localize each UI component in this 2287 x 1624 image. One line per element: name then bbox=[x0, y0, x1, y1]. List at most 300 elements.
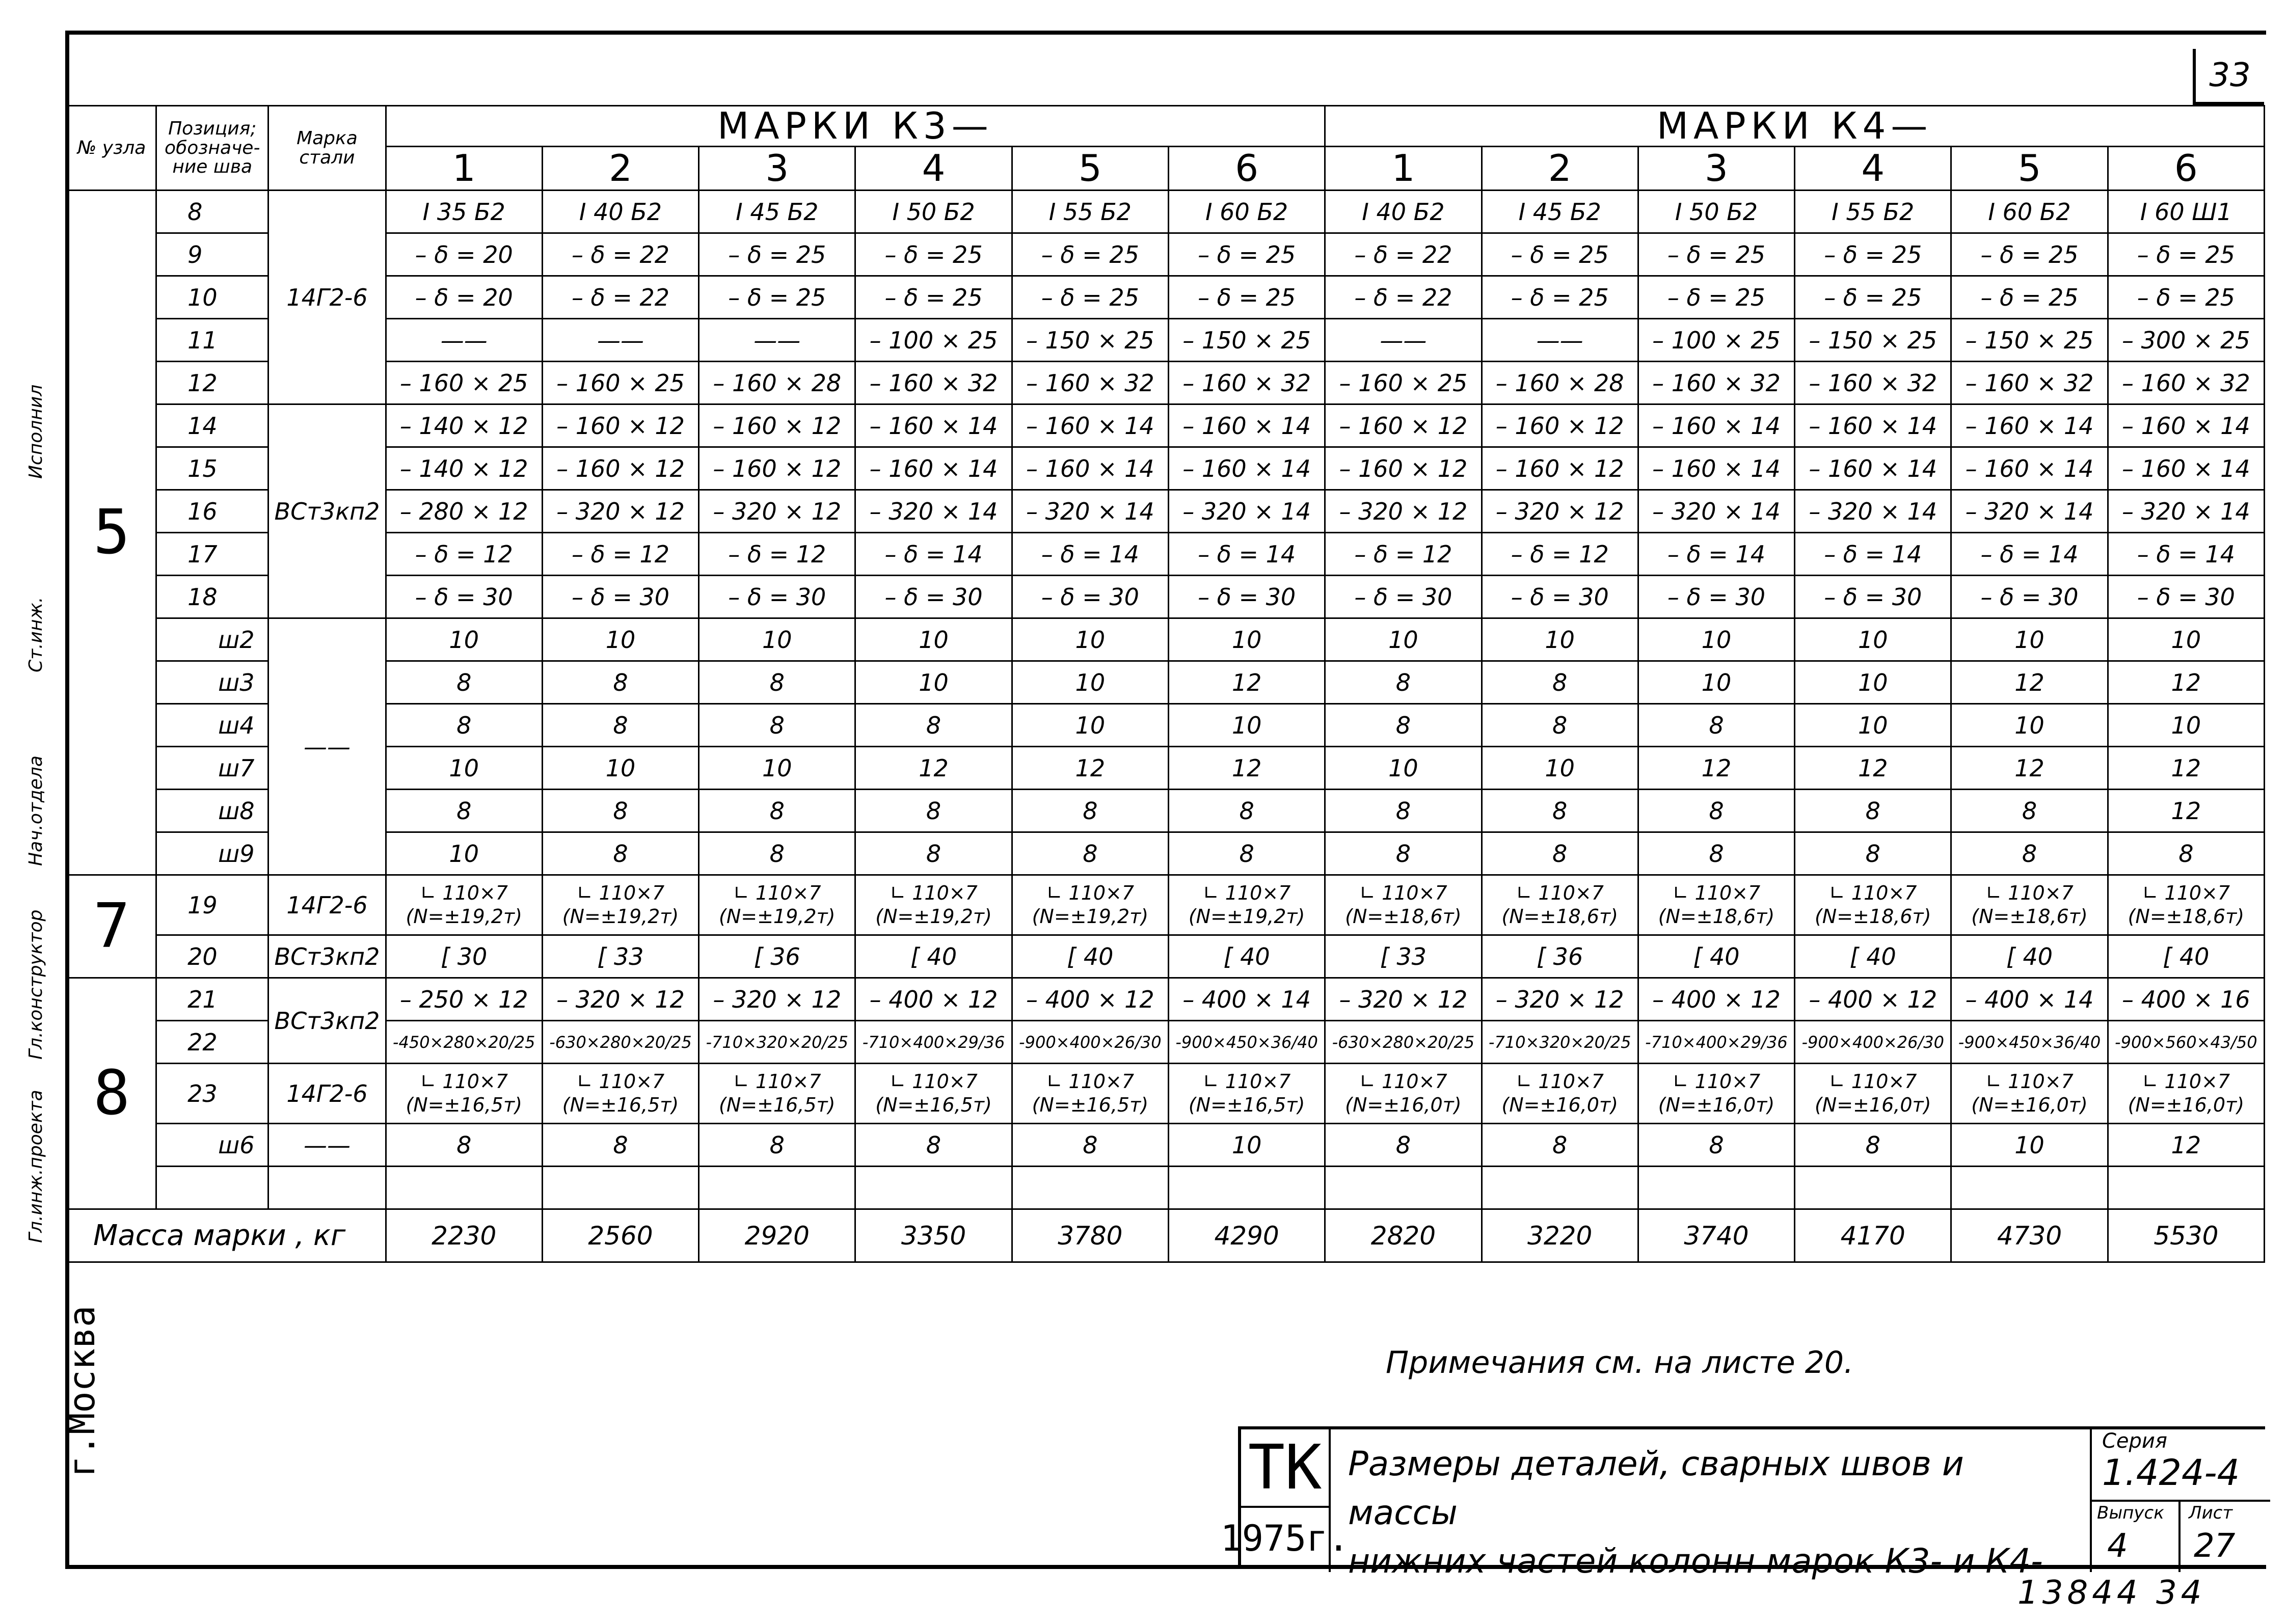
value-cell: 8 bbox=[1012, 790, 1168, 832]
value-cell: -900×400×26/30 bbox=[1795, 1021, 1951, 1064]
value-cell: – δ = 25 bbox=[1951, 233, 2108, 276]
value-cell: —— bbox=[386, 319, 542, 362]
value-cell: – δ = 30 bbox=[1168, 576, 1325, 618]
value-cell: – 160 × 12 bbox=[699, 404, 855, 447]
mass-value: 4170 bbox=[1795, 1209, 1951, 1262]
value-cell: -450×280×20/25 bbox=[386, 1021, 542, 1064]
value-cell: 8 bbox=[1951, 790, 2108, 832]
value-cell: 10 bbox=[1168, 618, 1325, 661]
value-cell: 8 bbox=[1638, 832, 1794, 875]
value-cell: 8 bbox=[1482, 790, 1638, 832]
position-cell: 22 bbox=[156, 1021, 268, 1064]
value-cell: I 50 Б2 bbox=[1638, 191, 1794, 233]
value-cell: -630×280×20/25 bbox=[542, 1021, 698, 1064]
value-cell: 10 bbox=[1325, 747, 1482, 790]
value-cell: ∟ 110×7 (N=±18,6т) bbox=[1325, 875, 1482, 935]
value-cell: – 320 × 14 bbox=[1168, 490, 1325, 533]
value-cell: 8 bbox=[855, 790, 1012, 832]
steel-grade-cell: 14Г2-6 bbox=[268, 875, 386, 935]
value-cell: 10 bbox=[1325, 618, 1482, 661]
value-cell: 8 bbox=[386, 1124, 542, 1167]
table-row bbox=[67, 1124, 2265, 1167]
steel-grade-cell: ВСт3кп2 bbox=[268, 935, 386, 978]
mass-value: 4290 bbox=[1168, 1209, 1325, 1262]
value-cell: 12 bbox=[1951, 661, 2108, 704]
left-stamp bbox=[10, 194, 66, 1253]
value-cell: 10 bbox=[699, 618, 855, 661]
value-cell: 8 bbox=[855, 1124, 1012, 1167]
series-value: 1.424-4 bbox=[2102, 1452, 2240, 1494]
value-cell: 8 bbox=[1325, 661, 1482, 704]
value-cell: – δ = 25 bbox=[1638, 233, 1794, 276]
value-cell: I 55 Б2 bbox=[1795, 191, 1951, 233]
position-cell: 12 bbox=[156, 362, 268, 404]
column-numbers-row bbox=[67, 147, 2265, 191]
value-cell: -900×560×43/50 bbox=[2108, 1021, 2264, 1064]
value-cell: – 400 × 12 bbox=[1795, 978, 1951, 1021]
value-cell: – δ = 30 bbox=[1325, 576, 1482, 618]
value-cell: 12 bbox=[1951, 747, 2108, 790]
value-cell: – 160 × 14 bbox=[1951, 447, 2108, 490]
value-cell: 8 bbox=[1482, 661, 1638, 704]
value-cell: I 60 Б2 bbox=[1951, 191, 2108, 233]
value-cell: 10 bbox=[1638, 618, 1794, 661]
position-cell: 21 bbox=[156, 978, 268, 1021]
position-cell: ш2 bbox=[156, 618, 268, 661]
series-block bbox=[2090, 1429, 2268, 1572]
value-cell: ∟ 110×7 (N=±19,2т) bbox=[386, 875, 542, 935]
value-cell: – 400 × 12 bbox=[855, 978, 1012, 1021]
value-cell: 8 bbox=[699, 1124, 855, 1167]
mass-value: 3220 bbox=[1482, 1209, 1638, 1262]
value-cell: —— bbox=[1325, 319, 1482, 362]
value-cell: 12 bbox=[1795, 747, 1951, 790]
value-cell: – 320 × 14 bbox=[1795, 490, 1951, 533]
value-cell: [ 40 bbox=[1638, 935, 1794, 978]
value-cell: – 320 × 12 bbox=[1482, 490, 1638, 533]
value-cell: – δ = 30 bbox=[2108, 576, 2264, 618]
value-cell: – δ = 12 bbox=[699, 533, 855, 576]
value-cell: – 160 × 14 bbox=[1795, 404, 1951, 447]
value-cell: 10 bbox=[2108, 704, 2264, 747]
value-cell: – δ = 22 bbox=[542, 233, 698, 276]
value-cell: – δ = 25 bbox=[1012, 276, 1168, 319]
value-cell: [ 40 bbox=[855, 935, 1012, 978]
value-cell: —— bbox=[699, 319, 855, 362]
value-cell: – δ = 14 bbox=[1638, 533, 1794, 576]
value-cell: ∟ 110×7 (N=±18,6т) bbox=[2108, 875, 2264, 935]
table-row bbox=[67, 747, 2265, 790]
org-stamp bbox=[1220, 1429, 1350, 1572]
year: 1975г. bbox=[1220, 1518, 1350, 1559]
value-cell: – δ = 30 bbox=[855, 576, 1012, 618]
value-cell: ∟ 110×7 (N=±16,5т) bbox=[542, 1064, 698, 1124]
value-cell: 10 bbox=[1482, 618, 1638, 661]
value-cell: 8 bbox=[386, 704, 542, 747]
value-cell: 10 bbox=[542, 618, 698, 661]
value-cell: [ 40 bbox=[1951, 935, 2108, 978]
steel-grade-cell: ВСт3кп2 bbox=[268, 404, 386, 618]
node-number: 8 bbox=[67, 978, 156, 1209]
steel-grade-cell: —— bbox=[268, 618, 386, 875]
value-cell bbox=[1638, 1167, 1794, 1209]
value-cell: – δ = 30 bbox=[386, 576, 542, 618]
value-cell: 8 bbox=[1482, 832, 1638, 875]
column-number: 3 bbox=[699, 147, 855, 191]
value-cell: – δ = 30 bbox=[1012, 576, 1168, 618]
value-cell: 8 bbox=[1168, 832, 1325, 875]
divider bbox=[2178, 1500, 2181, 1572]
value-cell: 12 bbox=[1638, 747, 1794, 790]
value-cell: -900×400×26/30 bbox=[1012, 1021, 1168, 1064]
value-cell: – δ = 22 bbox=[1325, 233, 1482, 276]
value-cell: – δ = 25 bbox=[855, 233, 1012, 276]
value-cell: – 160 × 12 bbox=[542, 447, 698, 490]
position-cell: ш3 bbox=[156, 661, 268, 704]
value-cell: – 150 × 25 bbox=[1168, 319, 1325, 362]
value-cell: – 160 × 32 bbox=[1951, 362, 2108, 404]
value-cell: ∟ 110×7 (N=±19,2т) bbox=[855, 875, 1012, 935]
value-cell: I 50 Б2 bbox=[855, 191, 1012, 233]
value-cell: – 280 × 12 bbox=[386, 490, 542, 533]
value-cell: ∟ 110×7 (N=±16,0т) bbox=[1951, 1064, 2108, 1124]
value-cell: 8 bbox=[699, 790, 855, 832]
value-cell: – δ = 25 bbox=[1795, 276, 1951, 319]
mass-value: 2230 bbox=[386, 1209, 542, 1262]
value-cell: [ 40 bbox=[1012, 935, 1168, 978]
sheet-number: 33 bbox=[2193, 49, 2264, 105]
value-cell: 8 bbox=[386, 661, 542, 704]
value-cell: – δ = 25 bbox=[1482, 233, 1638, 276]
value-cell bbox=[699, 1167, 855, 1209]
value-cell: 10 bbox=[1168, 1124, 1325, 1167]
value-cell: – δ = 25 bbox=[2108, 233, 2264, 276]
value-cell: – 400 × 16 bbox=[2108, 978, 2264, 1021]
value-cell: 8 bbox=[542, 704, 698, 747]
value-cell: I 60 Б2 bbox=[1168, 191, 1325, 233]
value-cell: I 35 Б2 bbox=[386, 191, 542, 233]
value-cell: – 400 × 14 bbox=[1168, 978, 1325, 1021]
value-cell: – δ = 30 bbox=[1638, 576, 1794, 618]
value-cell: – 160 × 28 bbox=[699, 362, 855, 404]
value-cell bbox=[1325, 1167, 1482, 1209]
value-cell: – 320 × 12 bbox=[699, 490, 855, 533]
city-label: г.Москва bbox=[61, 1305, 103, 1477]
value-cell: ∟ 110×7 (N=±19,2т) bbox=[1168, 875, 1325, 935]
value-cell: 10 bbox=[699, 747, 855, 790]
title-block bbox=[1220, 1426, 2265, 1581]
value-cell: – 140 × 12 bbox=[386, 404, 542, 447]
steel-grade-cell bbox=[268, 1167, 386, 1209]
value-cell: ∟ 110×7 (N=±16,0т) bbox=[1795, 1064, 1951, 1124]
steel-grade-cell: —— bbox=[268, 1124, 386, 1167]
value-cell: – 160 × 14 bbox=[855, 447, 1012, 490]
value-cell: 8 bbox=[542, 832, 698, 875]
mass-label: Масса марки , кг bbox=[67, 1209, 386, 1262]
value-cell: ∟ 110×7 (N=±18,6т) bbox=[1951, 875, 2108, 935]
value-cell: – 320 × 14 bbox=[855, 490, 1012, 533]
value-cell: – δ = 14 bbox=[855, 533, 1012, 576]
value-cell: -900×450×36/40 bbox=[1168, 1021, 1325, 1064]
value-cell: 8 bbox=[386, 790, 542, 832]
value-cell: – 160 × 12 bbox=[542, 404, 698, 447]
value-cell: -900×450×36/40 bbox=[1951, 1021, 2108, 1064]
value-cell: —— bbox=[1482, 319, 1638, 362]
value-cell: – δ = 25 bbox=[699, 233, 855, 276]
value-cell: 10 bbox=[1012, 618, 1168, 661]
value-cell: – 100 × 25 bbox=[855, 319, 1012, 362]
value-cell: – 140 × 12 bbox=[386, 447, 542, 490]
value-cell: – δ = 25 bbox=[1795, 233, 1951, 276]
value-cell bbox=[2108, 1167, 2264, 1209]
value-cell: – 160 × 32 bbox=[1012, 362, 1168, 404]
value-cell: 8 bbox=[855, 704, 1012, 747]
value-cell: I 60 Ш1 bbox=[2108, 191, 2264, 233]
table-row bbox=[67, 832, 2265, 875]
value-cell: [ 33 bbox=[542, 935, 698, 978]
value-cell: – 160 × 12 bbox=[699, 447, 855, 490]
issue-label: Выпуск bbox=[2097, 1503, 2164, 1523]
value-cell: 10 bbox=[1951, 704, 2108, 747]
table-row bbox=[67, 490, 2265, 533]
value-cell bbox=[1012, 1167, 1168, 1209]
details-table bbox=[66, 105, 2265, 1263]
header-node: № узла bbox=[67, 106, 156, 191]
value-cell bbox=[1951, 1167, 2108, 1209]
table-row bbox=[67, 618, 2265, 661]
value-cell: [ 40 bbox=[2108, 935, 2264, 978]
value-cell: – 320 × 14 bbox=[1951, 490, 2108, 533]
value-cell: – 160 × 25 bbox=[1325, 362, 1482, 404]
value-cell: ∟ 110×7 (N=±16,5т) bbox=[855, 1064, 1012, 1124]
value-cell: ∟ 110×7 (N=±16,5т) bbox=[386, 1064, 542, 1124]
value-cell: 8 bbox=[855, 832, 1012, 875]
value-cell: -710×320×20/25 bbox=[699, 1021, 855, 1064]
table-row bbox=[67, 191, 2265, 233]
value-cell: [ 40 bbox=[1168, 935, 1325, 978]
value-cell: 10 bbox=[1795, 618, 1951, 661]
position-cell: 17 bbox=[156, 533, 268, 576]
value-cell: – δ = 25 bbox=[1482, 276, 1638, 319]
column-number: 6 bbox=[1168, 147, 1325, 191]
table-row bbox=[67, 1167, 2265, 1209]
header-position: Позиция; обозначе- ние шва bbox=[156, 106, 268, 191]
value-cell: – δ = 14 bbox=[1951, 533, 2108, 576]
stamp-label: Нач.отдела bbox=[25, 755, 46, 866]
note: Примечания см. на листе 20. bbox=[1386, 1345, 1854, 1381]
header-group-k4: МАРКИ К4— bbox=[1325, 106, 2265, 147]
value-cell: – δ = 20 bbox=[386, 233, 542, 276]
value-cell: 8 bbox=[1795, 790, 1951, 832]
value-cell: – 160 × 32 bbox=[2108, 362, 2264, 404]
stamp-label: Ст.инж. bbox=[25, 597, 46, 672]
position-cell: 14 bbox=[156, 404, 268, 447]
value-cell bbox=[1482, 1167, 1638, 1209]
value-cell: 8 bbox=[1482, 1124, 1638, 1167]
steel-grade-cell: 14Г2-6 bbox=[268, 1064, 386, 1124]
table-row bbox=[67, 362, 2265, 404]
value-cell: – 160 × 32 bbox=[1168, 362, 1325, 404]
value-cell: – δ = 25 bbox=[1168, 276, 1325, 319]
mass-value: 2560 bbox=[542, 1209, 698, 1262]
value-cell bbox=[855, 1167, 1012, 1209]
value-cell: —— bbox=[542, 319, 698, 362]
value-cell: [ 40 bbox=[1795, 935, 1951, 978]
value-cell: 8 bbox=[1325, 832, 1482, 875]
value-cell: ∟ 110×7 (N=±16,5т) bbox=[699, 1064, 855, 1124]
value-cell: 10 bbox=[1482, 747, 1638, 790]
value-cell: – δ = 25 bbox=[1012, 233, 1168, 276]
value-cell: 8 bbox=[699, 661, 855, 704]
value-cell: ∟ 110×7 (N=±19,2т) bbox=[699, 875, 855, 935]
column-number: 4 bbox=[855, 147, 1012, 191]
position-cell: 23 bbox=[156, 1064, 268, 1124]
value-cell: 12 bbox=[2108, 747, 2264, 790]
value-cell: 8 bbox=[1482, 704, 1638, 747]
value-cell: 8 bbox=[1638, 790, 1794, 832]
value-cell: 10 bbox=[855, 618, 1012, 661]
value-cell: I 40 Б2 bbox=[542, 191, 698, 233]
table-row bbox=[67, 704, 2265, 747]
stamp-label: Гл.конструктор bbox=[25, 909, 46, 1060]
value-cell: [ 30 bbox=[386, 935, 542, 978]
value-cell: – δ = 20 bbox=[386, 276, 542, 319]
value-cell: [ 33 bbox=[1325, 935, 1482, 978]
value-cell: – 320 × 12 bbox=[542, 490, 698, 533]
value-cell: ∟ 110×7 (N=±16,5т) bbox=[1168, 1064, 1325, 1124]
value-cell: – δ = 14 bbox=[1795, 533, 1951, 576]
position-cell bbox=[156, 1167, 268, 1209]
value-cell: [ 36 bbox=[699, 935, 855, 978]
table-row bbox=[67, 533, 2265, 576]
value-cell: – 160 × 14 bbox=[1168, 447, 1325, 490]
value-cell: – 400 × 12 bbox=[1638, 978, 1794, 1021]
position-cell: ш6 bbox=[156, 1124, 268, 1167]
value-cell: 8 bbox=[1325, 1124, 1482, 1167]
value-cell: -710×400×29/36 bbox=[1638, 1021, 1794, 1064]
value-cell: 8 bbox=[542, 1124, 698, 1167]
value-cell: 8 bbox=[699, 704, 855, 747]
value-cell: 8 bbox=[1012, 1124, 1168, 1167]
table-row bbox=[67, 1064, 2265, 1124]
value-cell: 10 bbox=[386, 747, 542, 790]
mass-value: 3740 bbox=[1638, 1209, 1794, 1262]
value-cell: 10 bbox=[1951, 1124, 2108, 1167]
value-cell bbox=[1795, 1167, 1951, 1209]
value-cell bbox=[386, 1167, 542, 1209]
table-row bbox=[67, 233, 2265, 276]
value-cell: – 160 × 32 bbox=[1638, 362, 1794, 404]
column-number: 3 bbox=[1638, 147, 1794, 191]
value-cell: 10 bbox=[1795, 704, 1951, 747]
value-cell: – 150 × 25 bbox=[1012, 319, 1168, 362]
value-cell: – 160 × 14 bbox=[2108, 404, 2264, 447]
value-cell: 12 bbox=[2108, 661, 2264, 704]
value-cell: 10 bbox=[855, 661, 1012, 704]
value-cell: – δ = 12 bbox=[1325, 533, 1482, 576]
value-cell: – δ = 14 bbox=[1012, 533, 1168, 576]
value-cell: – 100 × 25 bbox=[1638, 319, 1794, 362]
value-cell: – 250 × 12 bbox=[386, 978, 542, 1021]
value-cell: 8 bbox=[699, 832, 855, 875]
node-number: 7 bbox=[67, 875, 156, 978]
header-steel: Марка стали bbox=[268, 106, 386, 191]
value-cell: – 320 × 12 bbox=[542, 978, 698, 1021]
table-row bbox=[67, 276, 2265, 319]
mass-value: 2920 bbox=[699, 1209, 855, 1262]
position-cell: 19 bbox=[156, 875, 268, 935]
value-cell: – 320 × 12 bbox=[699, 978, 855, 1021]
value-cell: – 160 × 14 bbox=[1795, 447, 1951, 490]
position-cell: 15 bbox=[156, 447, 268, 490]
value-cell: 8 bbox=[1325, 790, 1482, 832]
stamp-label: Гл.инж.проекта bbox=[25, 1090, 46, 1243]
header-group-k3: МАРКИ К3— bbox=[386, 106, 1325, 147]
value-cell: – δ = 12 bbox=[1482, 533, 1638, 576]
node-number: 5 bbox=[67, 191, 156, 875]
value-cell: – δ = 30 bbox=[1795, 576, 1951, 618]
value-cell bbox=[1168, 1167, 1325, 1209]
value-cell: – δ = 30 bbox=[699, 576, 855, 618]
value-cell: ∟ 110×7 (N=±19,2т) bbox=[542, 875, 698, 935]
value-cell: ∟ 110×7 (N=±18,6т) bbox=[1638, 875, 1794, 935]
org-code: ТК bbox=[1241, 1429, 1329, 1508]
value-cell: -710×320×20/25 bbox=[1482, 1021, 1638, 1064]
value-cell: ∟ 110×7 (N=±16,0т) bbox=[1482, 1064, 1638, 1124]
value-cell: – 160 × 12 bbox=[1482, 404, 1638, 447]
value-cell: 8 bbox=[1951, 832, 2108, 875]
value-cell: 8 bbox=[542, 661, 698, 704]
position-cell: 9 bbox=[156, 233, 268, 276]
value-cell: – δ = 14 bbox=[2108, 533, 2264, 576]
value-cell bbox=[542, 1167, 698, 1209]
table-row bbox=[67, 447, 2265, 490]
value-cell: 12 bbox=[1168, 661, 1325, 704]
value-cell: – δ = 12 bbox=[386, 533, 542, 576]
value-cell: [ 36 bbox=[1482, 935, 1638, 978]
value-cell: I 45 Б2 bbox=[1482, 191, 1638, 233]
mass-value: 3780 bbox=[1012, 1209, 1168, 1262]
position-cell: 8 bbox=[156, 191, 268, 233]
value-cell: – δ = 12 bbox=[542, 533, 698, 576]
value-cell: 10 bbox=[1012, 661, 1168, 704]
drawing-title bbox=[1348, 1440, 2051, 1586]
archive-number: 13844 34 bbox=[2017, 1574, 2206, 1612]
column-number: 2 bbox=[1482, 147, 1638, 191]
stamp-label: Исполнил bbox=[25, 384, 46, 479]
steel-grade-cell: ВСт3кп2 bbox=[268, 978, 386, 1064]
mass-value: 2820 bbox=[1325, 1209, 1482, 1262]
table-row bbox=[67, 875, 2265, 935]
value-cell: I 55 Б2 bbox=[1012, 191, 1168, 233]
mass-value: 5530 bbox=[2108, 1209, 2264, 1262]
value-cell: – δ = 14 bbox=[1168, 533, 1325, 576]
position-cell: ш8 bbox=[156, 790, 268, 832]
value-cell: 8 bbox=[2108, 832, 2264, 875]
value-cell: – 160 × 32 bbox=[1795, 362, 1951, 404]
value-cell: – δ = 25 bbox=[699, 276, 855, 319]
value-cell: 10 bbox=[1795, 661, 1951, 704]
value-cell: – δ = 30 bbox=[1482, 576, 1638, 618]
table-row bbox=[67, 935, 2265, 978]
value-cell: ∟ 110×7 (N=±16,0т) bbox=[1325, 1064, 1482, 1124]
position-cell: 18 bbox=[156, 576, 268, 618]
value-cell: ∟ 110×7 (N=±18,6т) bbox=[1482, 875, 1638, 935]
value-cell: – 160 × 12 bbox=[1482, 447, 1638, 490]
title-line-2: нижних частей колонн марок К3- и К4- bbox=[1348, 1541, 2043, 1581]
value-cell: 8 bbox=[1325, 704, 1482, 747]
value-cell: – 300 × 25 bbox=[2108, 319, 2264, 362]
